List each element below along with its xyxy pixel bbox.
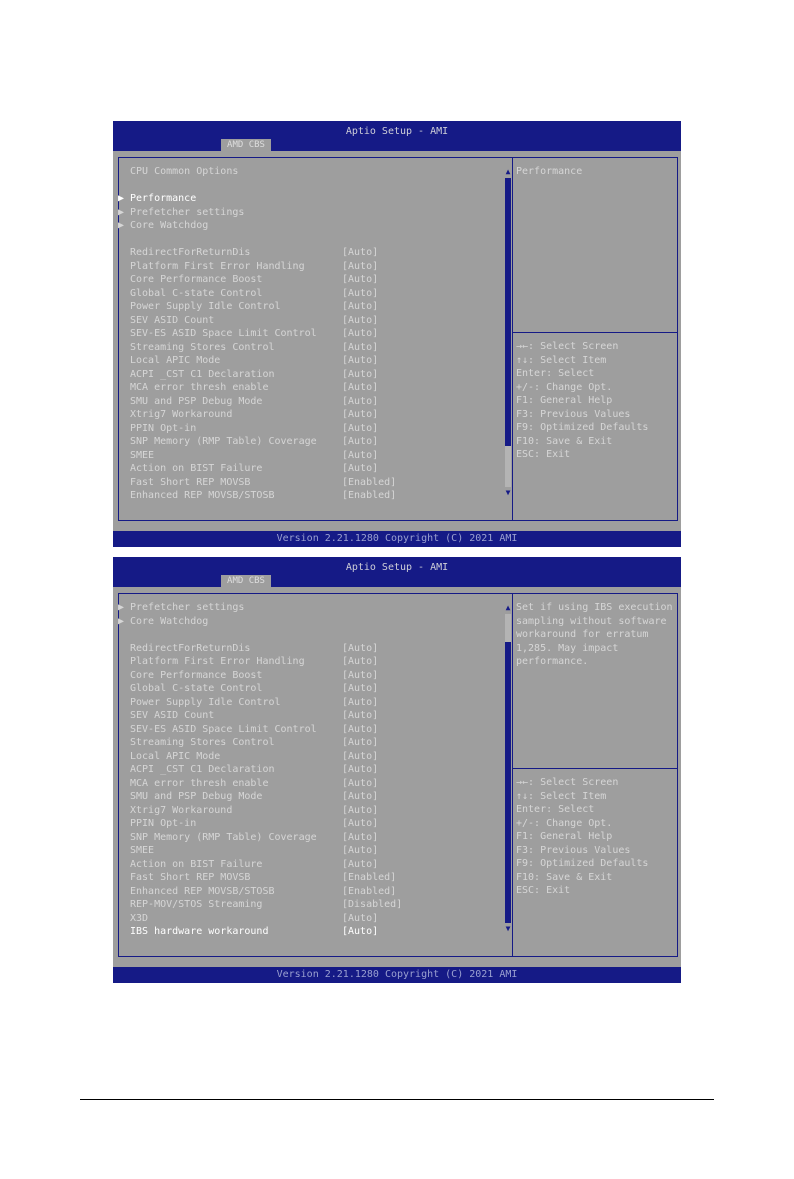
version-footer: Version 2.21.1280 Copyright (C) 2021 AMI: [113, 531, 681, 547]
setting-label: SNP Memory (RMP Table) Coverage: [130, 436, 317, 447]
setting-row[interactable]: [118, 750, 508, 764]
key-hint: F1: General Help: [516, 395, 613, 406]
key-hint: ↑↓: Select Item: [516, 790, 607, 802]
setting-value: [Auto]: [342, 382, 379, 393]
setting-value: [Auto]: [342, 791, 379, 802]
setting-row[interactable]: [118, 763, 508, 777]
scroll-down-icon[interactable]: ▼: [505, 488, 511, 497]
setting-value: [Auto]: [342, 449, 379, 461]
setting-value: [Auto]: [342, 710, 379, 721]
setting-label: Fast Short REP MOVSB: [130, 872, 251, 883]
key-legend: [516, 340, 676, 462]
setting-label: Enhanced REP MOVSB/STOSB: [130, 490, 275, 501]
panel-divider: [512, 157, 513, 521]
bios-screen-2: [113, 557, 681, 983]
setting-value: [Auto]: [342, 656, 379, 667]
setting-label: SEV-ES ASID Space Limit Control: [130, 723, 317, 735]
section-header-label: CPU Common Options: [130, 166, 239, 177]
setting-label: Streaming Stores Control: [130, 737, 275, 748]
setting-row[interactable]: [118, 327, 508, 341]
setting-value: [Auto]: [342, 858, 379, 870]
key-legend: [516, 776, 676, 898]
setting-row[interactable]: [118, 790, 508, 804]
setting-label: Power Supply Idle Control: [130, 301, 281, 312]
submenu-prefetcher-settings[interactable]: [118, 206, 508, 220]
setting-row[interactable]: [118, 287, 508, 301]
setting-label: Streaming Stores Control: [130, 341, 275, 353]
setting-value: [Auto]: [342, 436, 379, 447]
setting-row[interactable]: [118, 777, 508, 791]
setting-label: ACPI _CST C1 Declaration: [130, 368, 275, 380]
submenu-label: Prefetcher settings: [130, 206, 245, 218]
scroll-down-icon[interactable]: ▼: [505, 924, 511, 933]
setting-label: ACPI _CST C1 Declaration: [130, 764, 275, 775]
submenu-arrow-icon: ▶: [118, 615, 125, 627]
submenu-label: Prefetcher settings: [130, 602, 245, 613]
setting-row[interactable]: [118, 476, 508, 490]
setting-label: SMU and PSP Debug Mode: [130, 791, 263, 802]
setting-value: [Auto]: [342, 818, 379, 829]
setting-label: REP-MOV/STOS Streaming: [130, 899, 263, 910]
setting-value: [Auto]: [342, 301, 379, 312]
key-hint: F9: Optimized Defaults: [516, 858, 649, 869]
setting-row-selected[interactable]: [118, 925, 508, 939]
setting-label: SMEE: [130, 449, 155, 461]
setting-row[interactable]: [118, 804, 508, 818]
setting-value: [Auto]: [342, 669, 379, 681]
scroll-up-icon[interactable]: ▲: [505, 167, 511, 176]
setting-label: Platform First Error Handling: [130, 656, 305, 667]
setting-value: [Enabled]: [342, 490, 397, 501]
help-text: Performance: [516, 166, 583, 177]
setting-row[interactable]: [118, 696, 508, 710]
setting-value: [Auto]: [342, 777, 379, 789]
setting-label: Local APIC Mode: [130, 750, 221, 762]
setting-value: [Auto]: [342, 247, 379, 258]
setting-row[interactable]: [118, 817, 508, 831]
key-hint: +/-: Change Opt.: [516, 817, 613, 829]
setting-value: [Auto]: [342, 737, 379, 748]
setting-value: [Auto]: [342, 314, 379, 326]
setting-value: [Auto]: [342, 260, 379, 272]
setting-value: [Auto]: [342, 831, 379, 843]
setting-row[interactable]: [118, 368, 508, 382]
setting-value: [Auto]: [342, 845, 379, 856]
setting-row[interactable]: [118, 422, 508, 436]
setting-row[interactable]: [118, 260, 508, 274]
key-hint: F3: Previous Values: [516, 844, 631, 856]
setting-row[interactable]: [118, 489, 508, 503]
setting-label: IBS hardware workaround: [130, 926, 269, 937]
section-header: [118, 165, 508, 179]
key-hint: +/-: Change Opt.: [516, 381, 613, 393]
setting-row[interactable]: [118, 381, 508, 395]
setting-value: [Auto]: [342, 422, 379, 434]
key-hint: ↑↓: Select Item: [516, 354, 607, 366]
key-hint: Enter: Select: [516, 804, 595, 815]
setting-row[interactable]: [118, 435, 508, 449]
setting-label: Platform First Error Handling: [130, 260, 305, 272]
setting-value: [Auto]: [342, 764, 379, 775]
key-hint: F10: Save & Exit: [516, 871, 613, 883]
setting-value: [Enabled]: [342, 476, 397, 488]
title-bar: [113, 121, 681, 151]
submenu-arrow-icon: ▶: [118, 220, 125, 231]
setting-row[interactable]: [118, 462, 508, 476]
setting-value: [Auto]: [342, 341, 379, 353]
setting-row[interactable]: [118, 246, 508, 260]
submenu-label: Core Watchdog: [130, 220, 209, 231]
submenu-label: Performance: [130, 193, 197, 204]
setting-row[interactable]: [118, 395, 508, 409]
setting-value: [Auto]: [342, 328, 379, 339]
setting-row[interactable]: [118, 912, 508, 926]
scroll-up-icon[interactable]: ▲: [505, 603, 511, 612]
key-hint: →←: Select Screen: [516, 777, 619, 788]
setting-value: [Enabled]: [342, 872, 397, 883]
key-hint: F10: Save & Exit: [516, 435, 613, 447]
key-hint: ESC: Exit: [516, 885, 571, 896]
setting-label: Xtrig7 Workaround: [130, 409, 233, 420]
submenu-arrow-icon: ▶: [118, 193, 125, 204]
setting-row[interactable]: [118, 273, 508, 287]
setting-label: Xtrig7 Workaround: [130, 804, 233, 816]
setting-label: Fast Short REP MOVSB: [130, 476, 251, 488]
key-hint: F1: General Help: [516, 831, 613, 842]
setting-label: MCA error thresh enable: [130, 382, 269, 393]
setting-label: SMU and PSP Debug Mode: [130, 395, 263, 407]
setting-value: [Auto]: [342, 274, 379, 285]
setting-label: Action on BIST Failure: [130, 858, 263, 870]
setting-row[interactable]: [118, 831, 508, 845]
scrollbar-thumb[interactable]: [505, 642, 511, 923]
submenu-label: Core Watchdog: [130, 615, 209, 627]
scrollbar-thumb[interactable]: [505, 178, 511, 446]
setting-row[interactable]: [118, 709, 508, 723]
submenu-performance[interactable]: [118, 192, 508, 206]
setting-row[interactable]: [118, 408, 508, 422]
setting-label: RedirectForReturnDis: [130, 642, 251, 654]
setting-label: Global C-state Control: [130, 683, 263, 694]
setting-label: PPIN Opt-in: [130, 422, 197, 434]
bios-screen-1: [113, 121, 681, 547]
setting-value: [Auto]: [342, 696, 379, 708]
setting-label: SMEE: [130, 845, 155, 856]
setting-value: [Auto]: [342, 287, 379, 299]
submenu-core-watchdog[interactable]: [118, 219, 508, 233]
help-divider: [513, 332, 678, 333]
key-hint: Enter: Select: [516, 368, 595, 379]
setting-row[interactable]: [118, 858, 508, 872]
setting-value: [Auto]: [342, 926, 379, 937]
setting-label: Core Performance Boost: [130, 669, 263, 681]
setting-value: [Auto]: [342, 355, 379, 366]
submenu-arrow-icon: ▶: [118, 206, 125, 218]
setting-row[interactable]: [118, 885, 508, 899]
key-hint: F3: Previous Values: [516, 408, 631, 420]
setting-row[interactable]: [118, 642, 508, 656]
setting-value: [Auto]: [342, 723, 379, 735]
setting-row[interactable]: [118, 354, 508, 368]
setting-label: Global C-state Control: [130, 287, 263, 299]
page-footer-rule: [80, 1099, 714, 1100]
setting-row[interactable]: [118, 682, 508, 696]
help-divider: [513, 768, 678, 769]
key-hint: F9: Optimized Defaults: [516, 422, 649, 433]
setting-value: [Auto]: [342, 642, 379, 654]
tab-amd-cbs[interactable]: AMD CBS: [221, 575, 271, 587]
key-hint: →←: Select Screen: [516, 341, 619, 352]
setting-row[interactable]: [118, 341, 508, 355]
setting-value: [Disabled]: [342, 899, 403, 910]
tab-amd-cbs[interactable]: AMD CBS: [221, 139, 271, 151]
window-title: Aptio Setup - AMI: [345, 562, 449, 573]
setting-label: Action on BIST Failure: [130, 463, 263, 474]
setting-row[interactable]: [118, 736, 508, 750]
title-bar: [113, 557, 681, 587]
setting-row[interactable]: [118, 300, 508, 314]
setting-value: [Auto]: [342, 750, 379, 762]
submenu-arrow-icon: ▶: [118, 602, 125, 613]
setting-label: Enhanced REP MOVSB/STOSB: [130, 885, 275, 897]
setting-label: X3D: [130, 912, 149, 924]
setting-label: MCA error thresh enable: [130, 777, 269, 789]
setting-label: Power Supply Idle Control: [130, 696, 281, 708]
setting-row[interactable]: [118, 449, 508, 463]
version-footer: Version 2.21.1280 Copyright (C) 2021 AMI: [113, 967, 681, 983]
setting-label: PPIN Opt-in: [130, 818, 197, 829]
setting-label: SEV-ES ASID Space Limit Control: [130, 328, 317, 339]
window-title: Aptio Setup - AMI: [345, 126, 449, 137]
setting-row[interactable]: [118, 314, 508, 328]
setting-value: [Auto]: [342, 409, 379, 420]
setting-value: [Auto]: [342, 368, 379, 380]
setting-label: SNP Memory (RMP Table) Coverage: [130, 831, 317, 843]
setting-row[interactable]: [118, 669, 508, 683]
setting-value: [Auto]: [342, 912, 379, 924]
submenu-prefetcher-settings[interactable]: [118, 601, 508, 615]
panel-divider: [512, 593, 513, 957]
setting-value: [Auto]: [342, 804, 379, 816]
setting-row[interactable]: [118, 871, 508, 885]
setting-label: RedirectForReturnDis: [130, 247, 251, 258]
setting-value: [Auto]: [342, 395, 379, 407]
setting-row[interactable]: [118, 655, 508, 669]
key-hint: ESC: Exit: [516, 449, 571, 460]
setting-label: SEV ASID Count: [130, 710, 215, 721]
setting-row[interactable]: [118, 844, 508, 858]
setting-value: [Auto]: [342, 463, 379, 474]
submenu-core-watchdog[interactable]: [118, 615, 508, 629]
help-text: Set if using IBS execution sampling without software workaround for erratum 1,285. May impact performance.: [516, 602, 679, 667]
setting-label: Local APIC Mode: [130, 355, 221, 366]
setting-row[interactable]: [118, 723, 508, 737]
setting-row[interactable]: [118, 898, 508, 912]
setting-label: Core Performance Boost: [130, 274, 263, 285]
setting-value: [Auto]: [342, 683, 379, 694]
setting-value: [Enabled]: [342, 885, 397, 897]
setting-label: SEV ASID Count: [130, 314, 215, 326]
